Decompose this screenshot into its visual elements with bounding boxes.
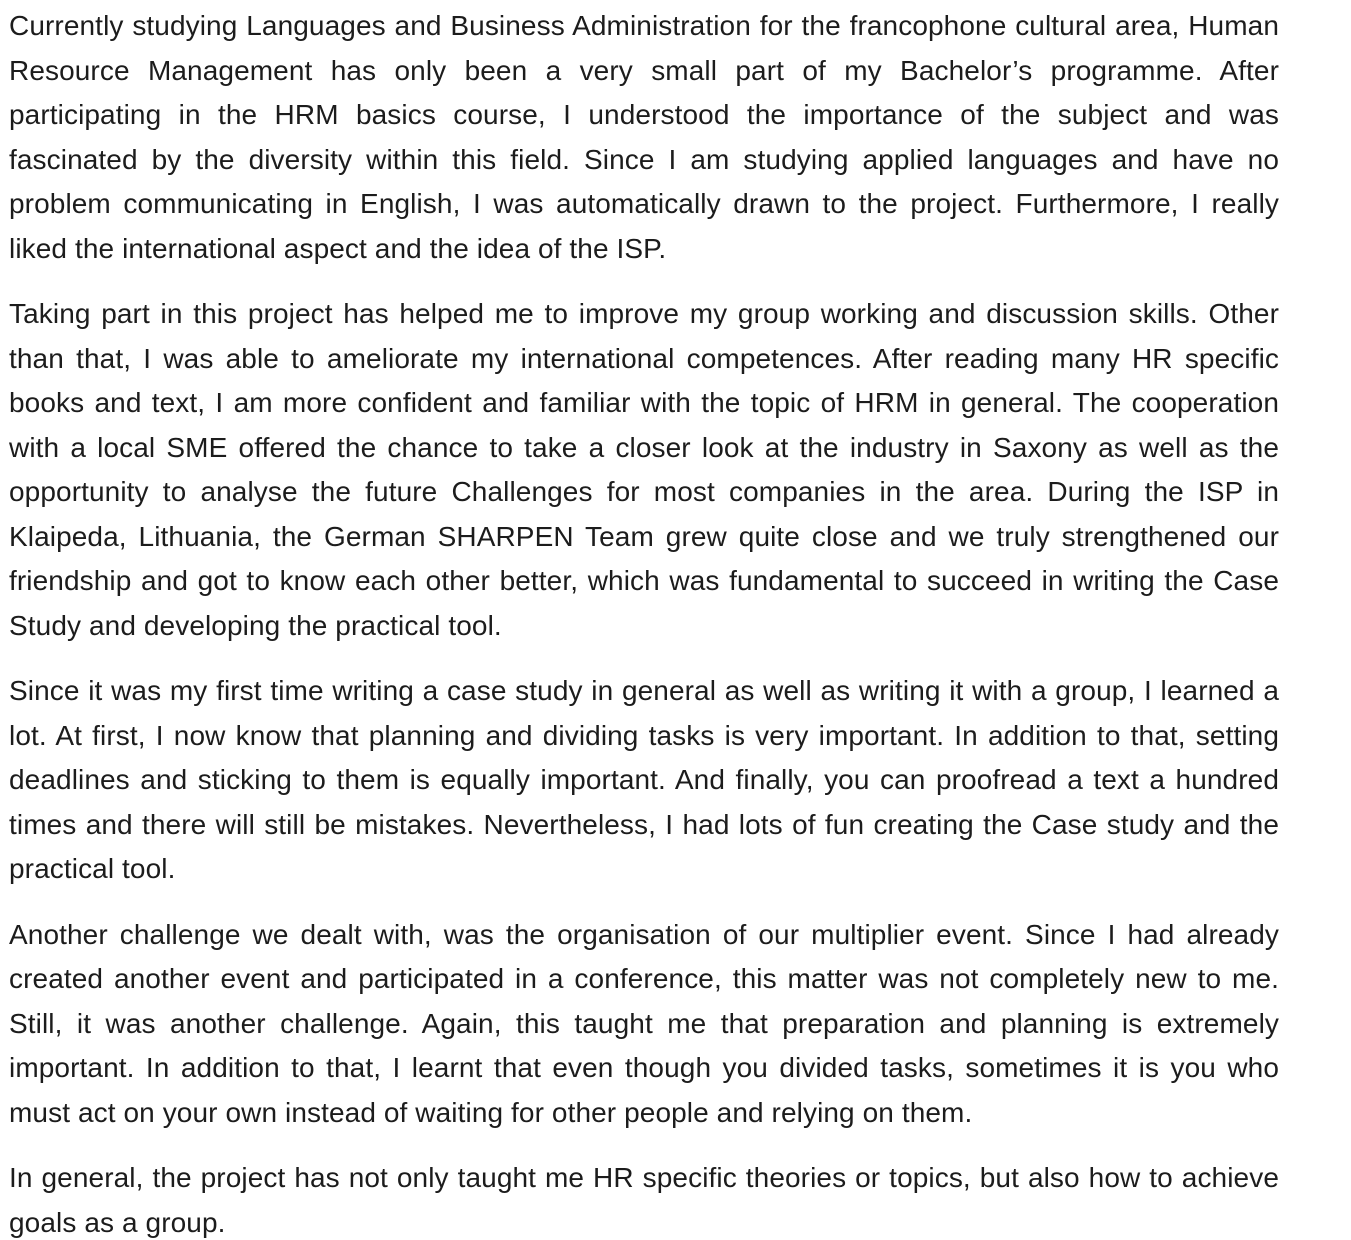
paragraph-skills-gained: Taking part in this project has helped me to improve my group working and discussion skills. Other than that, I was able to ameliorate my international competences. After reading many HR specific books and text, I am more confident and familiar with the topic of HRM in general. The cooperation with a local SME offered the chance to take a closer look at the industry in Saxony as well as the opportunity to analyse the future Challenges for most companies in the area. During the ISP in Klaipeda, Lithuania, the German SHARPEN Team grew quite close and we truly strengthened our friendship and got to know each other better, which was fundamental to succeed in writing the Case Study and developing the practical tool. [9, 298, 1279, 641]
paragraph-intro-motivation: Currently studying Languages and Business Administration for the francophone cultural area, Human Resource Management has only been a very small part of my Bachelor’s programme. After participating in the HRM basics course, I understood the importance of the subject and was fascinated by the diversity within this field. Since I am studying applied languages and have no problem communicating in English, I was automatically drawn to the project. Furthermore, I really liked the international aspect and the idea of the ISP. [9, 10, 1279, 264]
paragraph-conclusion: In general, the project has not only taught me HR specific theories or topics, but also how to achieve goals as a group. [9, 1162, 1279, 1238]
paragraph-multiplier-event: Another challenge we dealt with, was the organisation of our multiplier event. Since I had already created another event and participated in a conference, this matter was not completely new to me. Still, it was another challenge. Again, this taught me that preparation and planning is extremely important. In addition to that, I learnt that even though you divided tasks, sometimes it is you who must act on your own instead of waiting for other people and relying on them. [9, 918, 1279, 1128]
paragraph-case-study-lessons: Since it was my first time writing a case study in general as well as writing it with a group, I learned a lot. At first, I now know that planning and dividing tasks is very important. In addition to that, setting deadlines and sticking to them is equally important. And finally, you can proofread a text a hundred times and there will still be mistakes. Nevertheless, I had lots of fun creating the Case study and the practical tool. [9, 675, 1279, 884]
